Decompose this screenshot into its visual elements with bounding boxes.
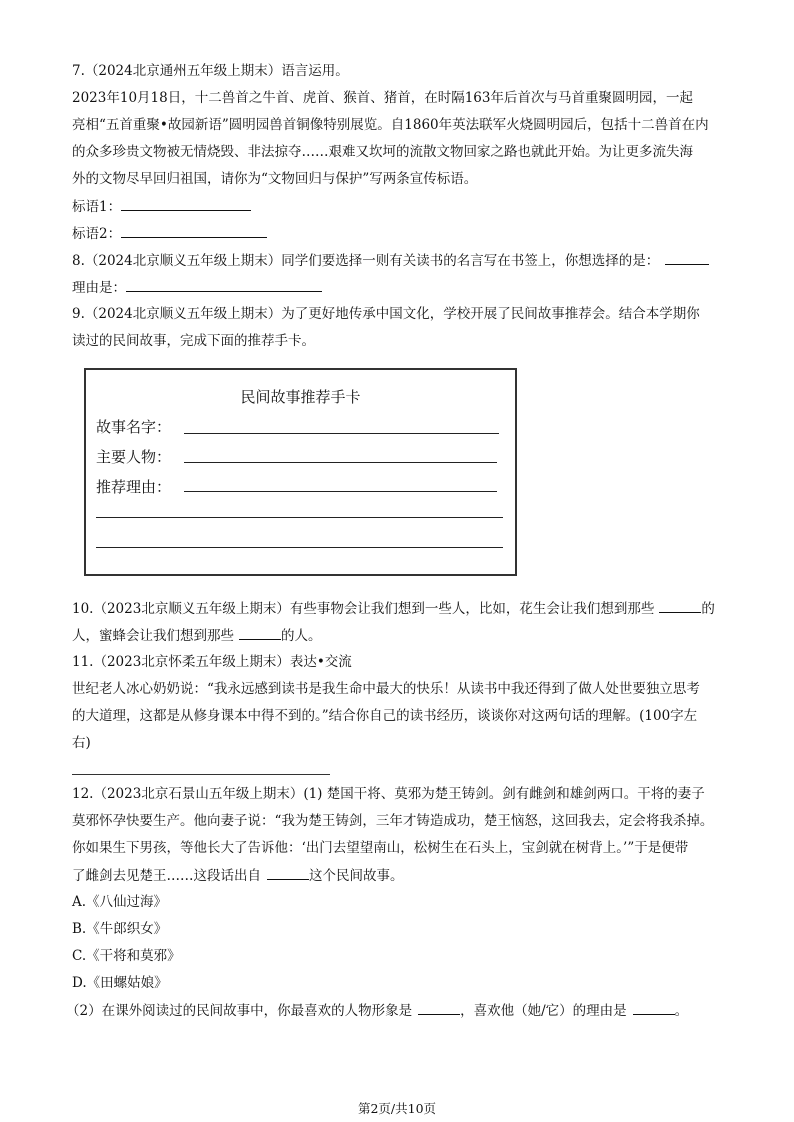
q8-text: 8.（2024北京顺义五年级上期末）同学们要选择一则有关读书的名言写在书签上，你想选择的是： (72, 253, 660, 269)
q11-header: 11.（2023北京怀柔五年级上期末）表达•交流 (72, 654, 352, 670)
q10-row-1 (72, 598, 715, 619)
q7-slogan-2-blank[interactable] (121, 223, 267, 238)
card-reason-blank-3[interactable] (96, 547, 503, 548)
card-story-name-blank[interactable] (184, 433, 499, 434)
q11-body-line-2: 的大道理，这都是从修身课本中得不到的。”结合你自己的读书经历，谈谈你对这两句话的理解。(100字左 (72, 708, 698, 724)
q11-answer-line[interactable] (72, 774, 330, 775)
q12-line-3: 你如果生下男孩，等他长大了告诉他：‘出门去望望南山，松树生在石头上，宝剑就在树背上。’”于是便带 (72, 840, 689, 856)
q7-slogan-1-blank[interactable] (121, 196, 251, 211)
q8-choice-blank[interactable] (665, 250, 709, 265)
q12-option-b[interactable]: B.《牛郎织女》 (72, 921, 168, 937)
q10-blank-2[interactable] (239, 625, 281, 640)
q12-story-blank[interactable] (267, 865, 309, 880)
q7-slogan-1-row (72, 196, 251, 217)
q12-part-2-end: 。 (674, 1003, 689, 1019)
card-title: 民间故事推荐手卡 (240, 388, 361, 406)
q9-line-1: 9.（2024北京顺义五年级上期末）为了更好地传承中国文化，学校开展了民间故事推荐会。结合本学期你 (72, 306, 700, 322)
q10-row-2 (72, 625, 322, 646)
q12-part-2 (66, 1000, 688, 1021)
card-reason-blank-1[interactable] (184, 491, 497, 492)
page-number: 第2页/共10页 (357, 1101, 437, 1116)
q12-line-1: 12.（2023北京石景山五年级上期末）(1) 楚国干将、莫邪为楚王铸剑。剑有雌剑和雄剑两口。干将的妻子 (72, 786, 705, 802)
q7-body-line-3: 的众多珍贵文物被无情烧毁、非法掠夺……艰难又坎坷的流散文物回家之路也就此开始。为让更多流失海 (72, 144, 693, 160)
q12-part-2-mid: ，喜欢他（她/它）的理由是 (460, 1003, 627, 1019)
q12-line-4-text: 了雌剑去见楚王……这段话出自 (72, 868, 261, 884)
q12-line-2: 莫邪怀孕快要生产。他向妻子说：“我为楚王铸剑，三年才铸造成功，楚王恼怒，这回我去，定会将我杀掉。 (72, 813, 714, 829)
card-main-characters-blank[interactable] (184, 462, 497, 463)
q7-header: 7.（2024北京通州五年级上期末）语言运用。 (72, 63, 349, 79)
q11-body-line-3: 右) (72, 735, 91, 751)
q7-slogan-2-row (72, 223, 267, 244)
q7-slogan-2-label: 标语2： (72, 226, 122, 242)
q12-line-4-tail: 这个民间故事。 (309, 868, 404, 884)
q7-body-line-2: 亮相“五首重聚•故园新语”圆明园兽首铜像特别展览。自1860年英法联军火烧圆明园后，包括十二兽首在内 (72, 117, 709, 133)
q8-row (72, 250, 709, 271)
card-reason-label: 推荐理由： (96, 478, 172, 496)
q8-reason-blank[interactable] (126, 277, 322, 292)
card-reason-blank-2[interactable] (96, 517, 503, 518)
q10-text-1: 10.（2023北京顺义五年级上期末）有些事物会让我们想到一些人，比如，花生会让我们想到那些 (72, 601, 655, 617)
q10-blank-1[interactable] (659, 598, 701, 613)
q7-body-line-4: 外的文物尽早回归祖国，请你为“文物回归与保护”写两条宣传标语。 (72, 171, 478, 187)
q7-slogan-1-label: 标语1： (72, 199, 122, 215)
q12-option-c[interactable]: C.《干将和莫邪》 (72, 948, 181, 964)
q10-text-2: 的 (701, 601, 715, 617)
q10-text-3: 人，蜜蜂会让我们想到那些 (72, 628, 234, 644)
q7-body-line-1: 2023年10月18日，十二兽首之牛首、虎首、猴首、猪首，在时隔163年后首次与马首重聚圆明园，一起 (72, 90, 693, 106)
q11-body-line-1: 世纪老人冰心奶奶说：“我永远感到读书是我生命中最大的快乐！从读书中我还得到了做人处世要独立思考 (72, 681, 700, 697)
q12-line-4 (72, 865, 404, 886)
q12-reason-blank[interactable] (633, 1000, 675, 1015)
q12-option-a[interactable]: A.《八仙过海》 (72, 894, 168, 910)
card-main-characters-label: 主要人物： (96, 448, 172, 466)
q12-option-d[interactable]: D.《田螺姑娘》 (72, 975, 168, 991)
q12-character-blank[interactable] (418, 1000, 460, 1015)
q8-reason-label: 理由是： (72, 280, 126, 296)
story-recommendation-card (84, 368, 517, 576)
q12-part-2-text: （2）在课外阅读过的民间故事中，你最喜欢的人物形象是 (66, 1003, 413, 1019)
card-story-name-label: 故事名字： (96, 418, 172, 436)
q10-text-4: 的人。 (281, 628, 322, 644)
q9-line-2: 读过的民间故事，完成下面的推荐手卡。 (72, 333, 315, 349)
q8-reason-row (72, 277, 322, 298)
